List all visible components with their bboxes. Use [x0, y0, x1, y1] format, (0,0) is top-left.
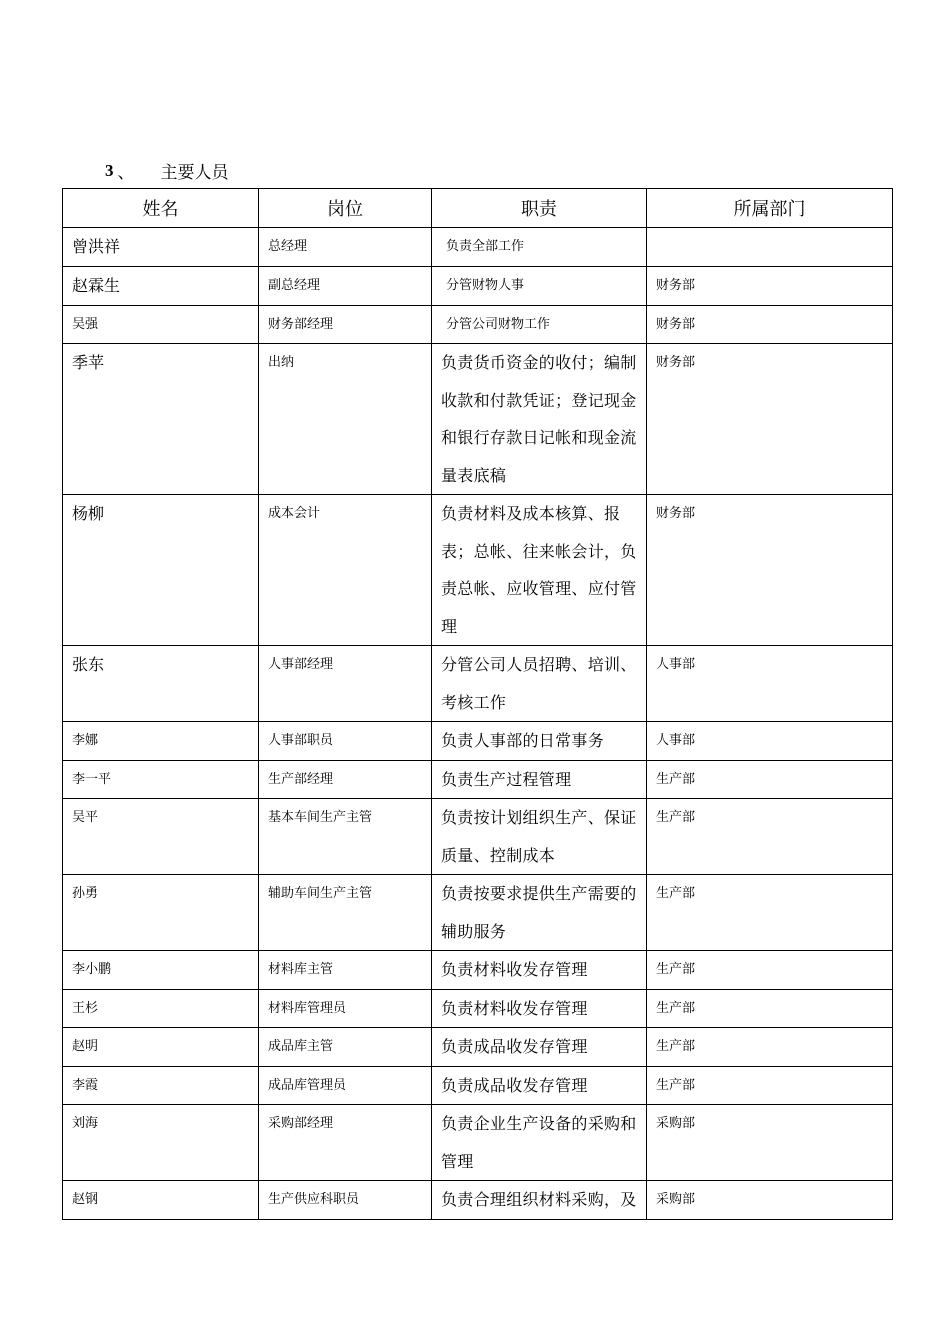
- table-row: [63, 344, 893, 495]
- table-row: [63, 1028, 893, 1067]
- cell-name: 李霞: [72, 1077, 99, 1093]
- cell-name: 曾洪祥: [72, 237, 121, 256]
- cell-dept: 财务部: [656, 506, 696, 521]
- table-row: [63, 646, 893, 722]
- cell-name: 赵钢: [72, 1192, 99, 1207]
- table-row: [63, 306, 893, 344]
- cell-position: 成品库主管: [268, 1039, 334, 1054]
- table-row: [63, 799, 893, 875]
- cell-dept: 生产部: [656, 1039, 696, 1054]
- cell-name: 李一平: [72, 771, 112, 787]
- cell-name: 季苹: [72, 353, 105, 372]
- cell-position: 人事部经理: [268, 657, 334, 672]
- staff-table: [62, 188, 893, 1220]
- section-heading: [105, 158, 229, 183]
- table-row: [63, 989, 893, 1028]
- cell-name: 张东: [72, 655, 105, 674]
- cell-dept: [647, 228, 892, 239]
- section-separator: 、: [117, 163, 135, 183]
- cell-dept: 人事部: [656, 657, 696, 672]
- cell-dept: 生产部: [656, 1000, 696, 1016]
- cell-dept: 财务部: [656, 317, 696, 332]
- cell-duty: 负责合理组织材料采购，及: [441, 1190, 637, 1209]
- cell-dept: 生产部: [656, 886, 696, 901]
- table-row: [63, 722, 893, 761]
- cell-dept: 采购部: [656, 1192, 696, 1207]
- cell-name: 李娜: [72, 733, 99, 748]
- cell-dept: 生产部: [656, 771, 696, 787]
- cell-position: 人事部职员: [268, 733, 334, 748]
- cell-name: 孙勇: [72, 886, 99, 901]
- cell-position: 成品库管理员: [268, 1077, 347, 1093]
- table-row: [63, 267, 893, 306]
- section-title: 主要人员: [160, 163, 229, 183]
- cell-position: 成本会计: [268, 506, 321, 521]
- cell-position: 材料库主管: [268, 962, 334, 977]
- cell-duty: 分管公司财物工作: [446, 317, 551, 332]
- table-row: [63, 228, 893, 267]
- cell-duty: 负责按计划组织生产、保证质量、控制成本: [441, 808, 637, 865]
- table-row: [63, 495, 893, 646]
- cell-duty: 负责货币资金的收付；编制收款和付款凭证；登记现金和银行存款日记帐和现金流量表底稿: [441, 353, 637, 485]
- table-row: [63, 1066, 893, 1105]
- cell-name: 刘海: [72, 1116, 99, 1131]
- cell-duty: 负责材料收发存管理: [441, 960, 588, 979]
- header-name: 姓名: [63, 189, 259, 228]
- cell-position: 副总经理: [268, 278, 321, 293]
- cell-duty: 负责按要求提供生产需要的辅助服务: [441, 884, 637, 941]
- cell-name: 赵霖生: [72, 276, 121, 295]
- section-number: 3: [105, 160, 114, 180]
- cell-duty: 负责成品收发存管理: [441, 1037, 588, 1056]
- cell-duty: 负责材料及成本核算、报表；总帐、往来帐会计，负责总帐、应收管理、应付管理: [441, 504, 637, 636]
- cell-position: 生产部经理: [268, 771, 334, 787]
- cell-position: 生产供应科职员: [268, 1192, 360, 1207]
- cell-duty: 负责企业生产设备的采购和管理: [441, 1114, 637, 1171]
- table-row: [63, 875, 893, 951]
- cell-name: 杨柳: [72, 504, 105, 523]
- cell-duty: 负责全部工作: [446, 239, 525, 254]
- cell-name: 吴强: [72, 317, 99, 332]
- cell-duty: 负责材料收发存管理: [441, 998, 588, 1018]
- cell-dept: 生产部: [656, 962, 696, 977]
- table-row: [63, 760, 893, 799]
- table-row: [63, 951, 893, 990]
- cell-position: 总经理: [268, 239, 308, 254]
- table-header-row: [63, 189, 893, 228]
- cell-name: 赵明: [72, 1039, 99, 1054]
- cell-position: 辅助车间生产主管: [268, 886, 373, 901]
- cell-name: 李小鹏: [72, 962, 112, 977]
- cell-dept: 生产部: [656, 810, 696, 825]
- cell-position: 采购部经理: [268, 1116, 334, 1131]
- cell-dept: 生产部: [656, 1077, 696, 1093]
- cell-position: 出纳: [268, 355, 295, 370]
- cell-duty: 负责成品收发存管理: [441, 1075, 588, 1095]
- cell-duty: 分管公司人员招聘、培训、考核工作: [441, 655, 637, 712]
- cell-dept: 财务部: [656, 355, 696, 370]
- cell-duty: 负责生产过程管理: [441, 769, 572, 789]
- header-dept: 所属部门: [647, 189, 893, 228]
- cell-duty: 负责人事部的日常事务: [441, 731, 605, 750]
- cell-name: 王杉: [72, 1000, 99, 1016]
- cell-position: 财务部经理: [268, 317, 334, 332]
- cell-position: 材料库管理员: [268, 1000, 347, 1016]
- table-row: [63, 1105, 893, 1181]
- cell-dept: 财务部: [656, 278, 696, 293]
- header-position: 岗位: [259, 189, 432, 228]
- cell-dept: 人事部: [656, 733, 696, 748]
- header-duty: 职责: [432, 189, 647, 228]
- cell-name: 吴平: [72, 810, 99, 825]
- cell-dept: 采购部: [656, 1116, 696, 1131]
- table-row: [63, 1181, 893, 1220]
- cell-duty: 分管财物人事: [446, 278, 525, 293]
- cell-position: 基本车间生产主管: [268, 810, 373, 825]
